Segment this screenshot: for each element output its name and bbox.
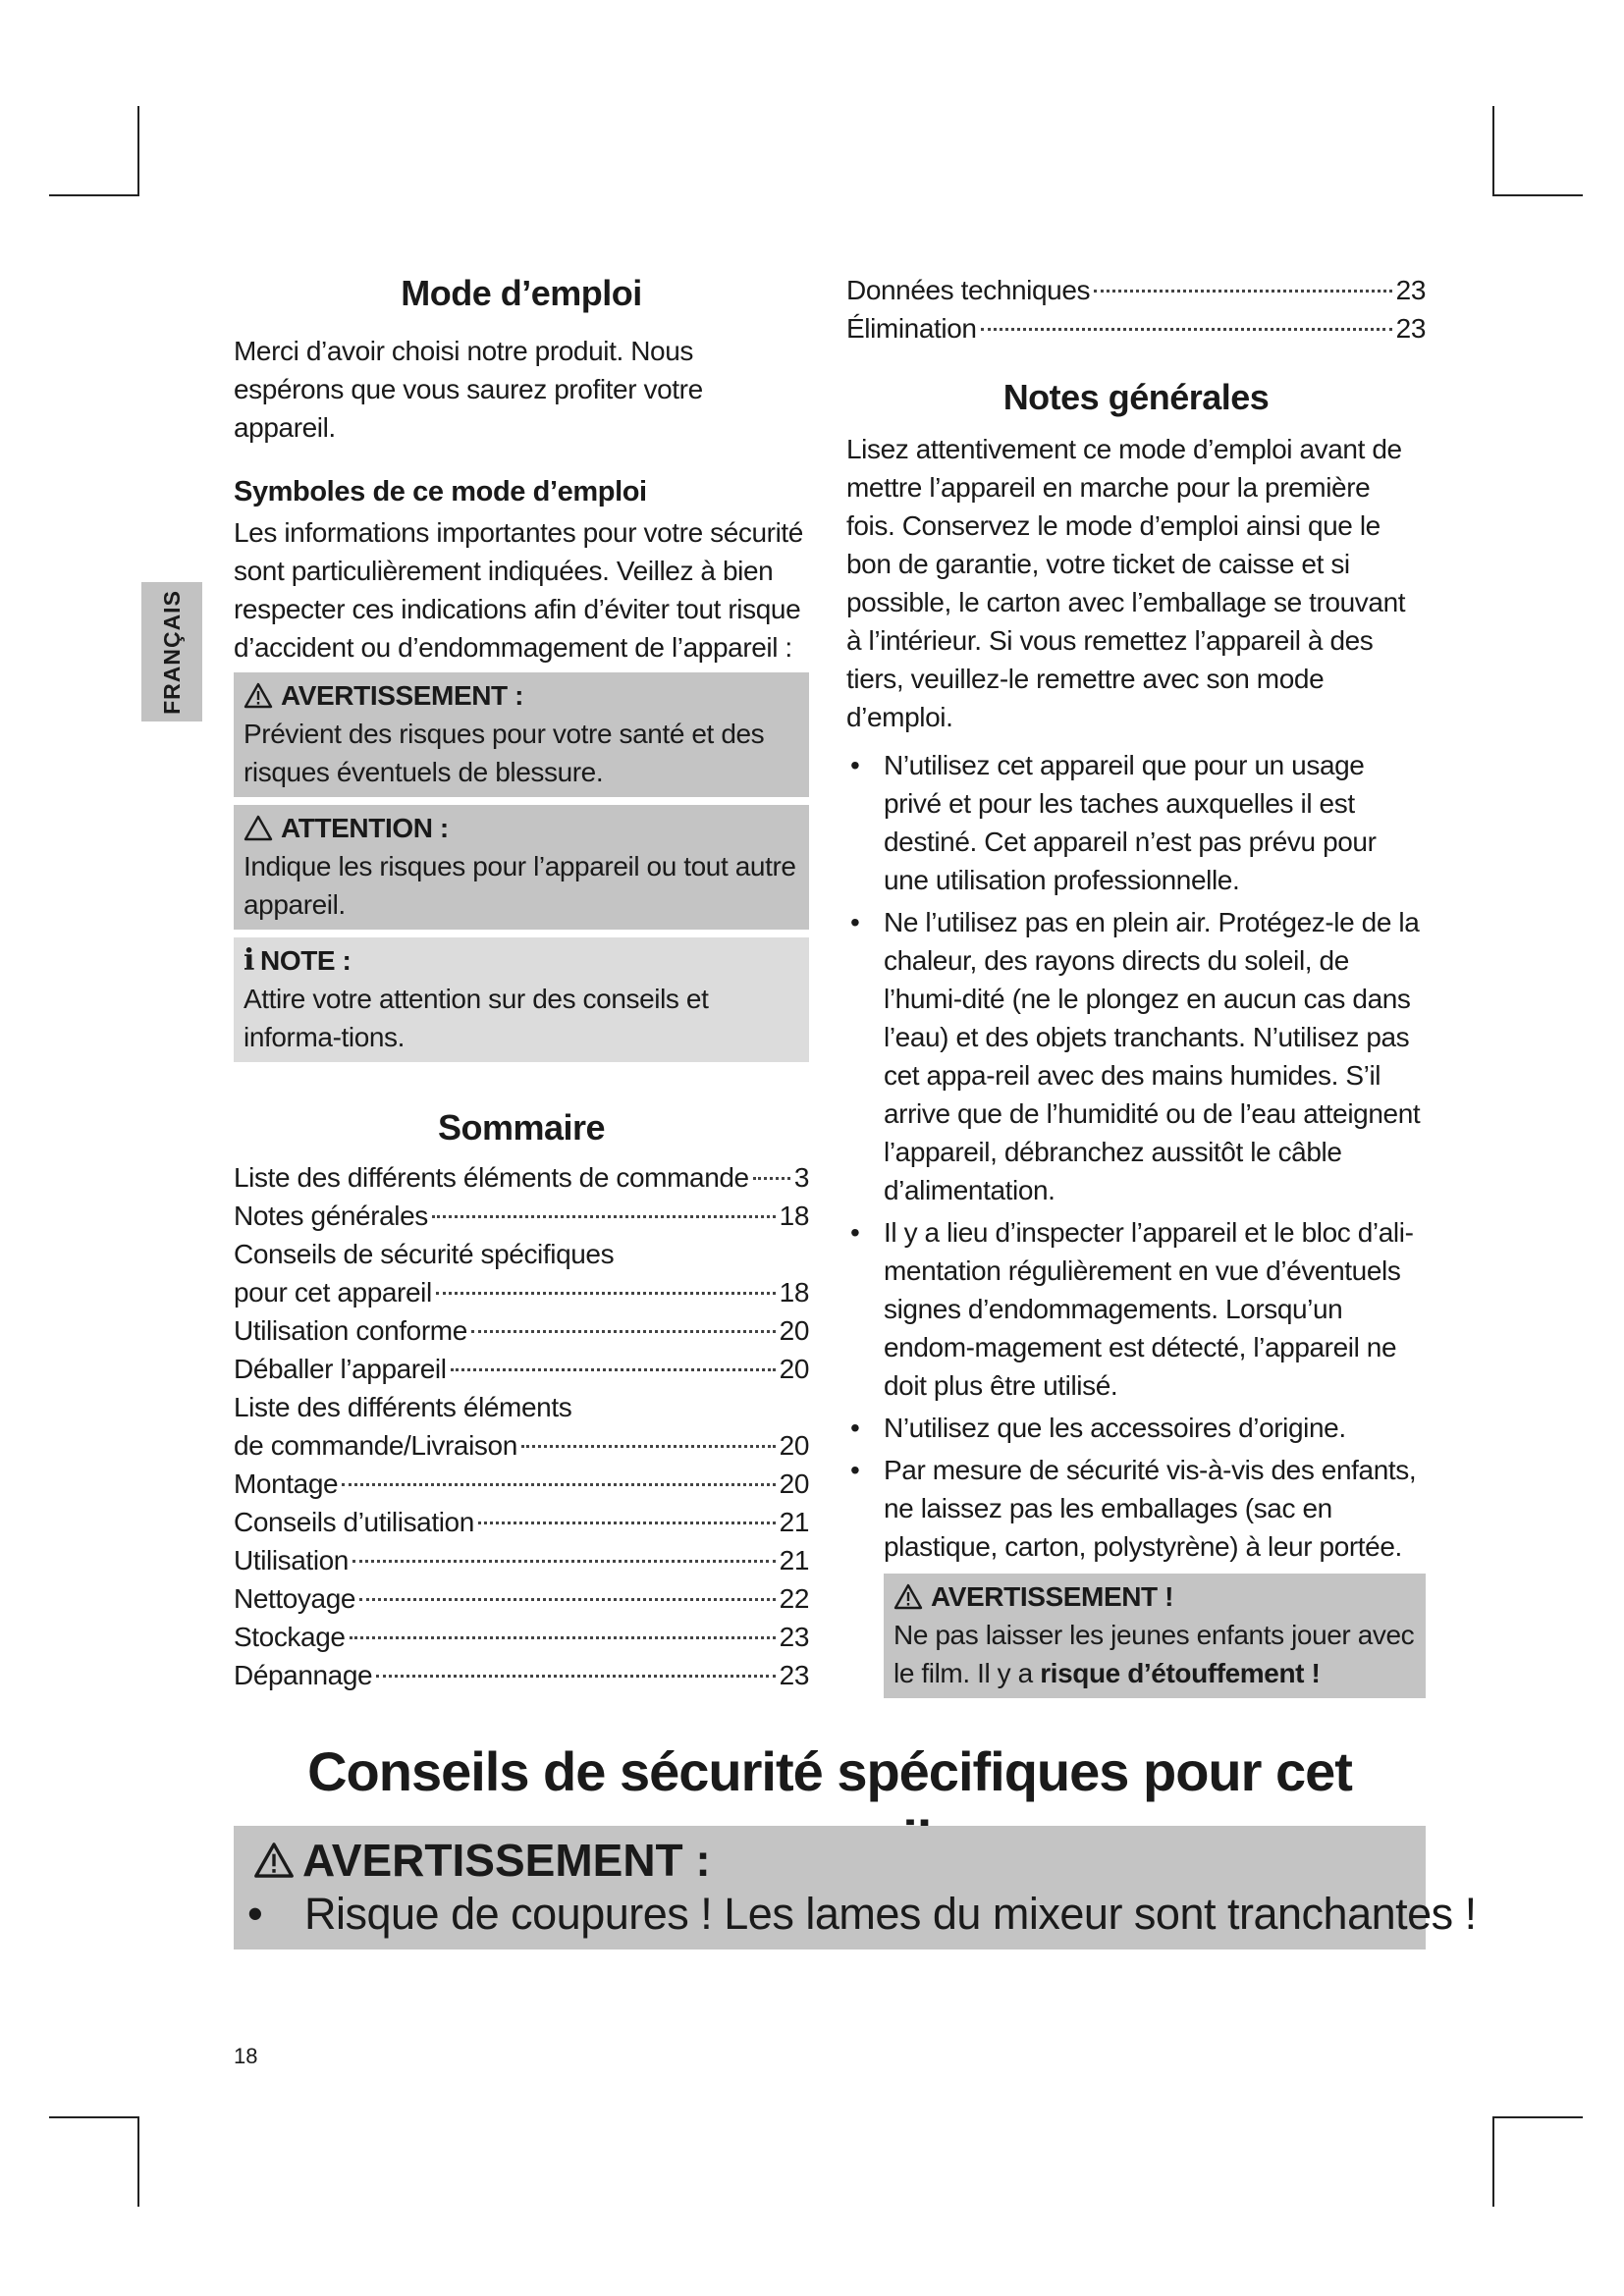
list-item: • Il y a lieu d’inspecter l’appareil et le bloc d’ali-mentation régulièrement en vue d’éventuels signes d’endommagements. Lorsqu’un endom-magement est détecté, l’appareil ne doit plus être utilisé. <box>846 1213 1426 1405</box>
page-number: 18 <box>234 2044 258 2068</box>
page-title: Mode d’emploi <box>401 273 642 313</box>
toc-entry: Stockage 23 <box>234 1622 809 1652</box>
toc-entry: Liste des différents éléments de commande 3 <box>234 1162 809 1193</box>
note-box <box>234 937 809 1062</box>
note-label <box>244 941 799 980</box>
child-warning-text: Ne pas laisser les jeunes enfants jouer avec le film. Il y a risque d’étouffement ! <box>893 1620 1415 1688</box>
toc-entry: Liste des différents éléments de commande/Livraison 20 <box>234 1392 809 1461</box>
right-column <box>846 271 1426 1698</box>
attention-box <box>234 805 809 930</box>
symbols-text: Les informations importantes pour votre sécurité sont particulièrement indiquées. Veillez à bien respecter ces indications afin d’éviter tout risque d’accident ou d’endommagement de l’appareil : <box>234 517 803 663</box>
notes-title: Notes générales <box>1002 377 1270 417</box>
attention-text: Indique les risques pour l’appareil ou tout autre appareil. <box>244 851 796 920</box>
left-column <box>234 271 809 1694</box>
warning-label <box>244 676 799 715</box>
attention-label <box>244 809 799 847</box>
notes-list <box>846 746 1426 1566</box>
symbols-heading: Symboles de ce mode d’emploi <box>234 476 647 507</box>
toc-entry: Utilisation 21 <box>234 1545 809 1575</box>
section-warning-box <box>234 1826 1477 1949</box>
notes-intro: Lisez attentivement ce mode d’emploi avant de mettre l’appareil en marche pour la première fois. Conservez le mode d’emploi ainsi que le bon de garantie, votre ticket de caisse et si possible, le carton avec l’emballage se trouvant à l’intérieur. Si vous remettez l’appareil à des tiers, veuillez-le remettre avec son mode d’emploi. <box>846 434 1406 732</box>
toc-entry: Montage 20 <box>234 1468 809 1499</box>
toc-entry: Dépannage 23 <box>234 1660 809 1690</box>
warning-text: Prévient des risques pour votre santé et des risques éventuels de blessure. <box>244 719 765 787</box>
warning-triangle-icon <box>253 1842 295 1879</box>
section-warning-bullet: • Risque de coupures ! Les lames du mixeur sont tranchantes ! <box>247 1889 1477 1939</box>
child-warning-label-text: AVERTISSEMENT ! <box>931 1581 1174 1612</box>
warning-triangle-icon <box>244 682 273 709</box>
choking-risk-text: risque d’étouffement ! <box>1040 1658 1321 1688</box>
toc-entry: Nettoyage 22 <box>234 1583 809 1614</box>
toc-entry: Conseils d’utilisation 21 <box>234 1507 809 1537</box>
toc-entry: Conseils de sécurité spécifiques pour cet appareil 18 <box>234 1239 809 1308</box>
list-item: • Ne l’utilisez pas en plein air. Protégez-le de la chaleur, des rayons directs du soleil, de l’humi-dité (ne le plongez en aucun cas dans l’eau) et des objets tranchants. N’utilisez pas cet appa-reil avec des mains humides. S’il arrive que de l’humidité ou de l’eau atteignent l’appareil, débranchez aussitôt le câble d’alimentation. <box>846 903 1426 1209</box>
language-tab-label: FRANÇAIS <box>158 589 185 715</box>
language-tab <box>141 582 202 721</box>
crop-mark <box>1492 106 1494 196</box>
section-warning-text: Risque de coupures ! Les lames du mixeur sont tranchantes ! <box>304 1889 1477 1939</box>
crop-mark <box>137 2116 139 2207</box>
child-warning-label <box>893 1577 1416 1616</box>
attention-label-text: ATTENTION : <box>281 813 449 843</box>
warning-triangle-icon <box>244 815 273 841</box>
warning-box <box>234 672 809 797</box>
child-warning-box <box>884 1574 1426 1698</box>
section-warning-label-text: AVERTISSEMENT : <box>302 1835 711 1886</box>
info-icon: i <box>244 943 254 978</box>
section-warning-label <box>253 1834 711 1887</box>
warning-label-text: AVERTISSEMENT : <box>281 680 524 711</box>
table-of-contents-continued <box>846 271 1426 347</box>
crop-mark <box>49 194 139 196</box>
table-of-contents <box>234 1158 809 1694</box>
list-item: • N’utilisez que les accessoires d’origine. <box>846 1409 1426 1447</box>
toc-entry: Utilisation conforme 20 <box>234 1315 809 1346</box>
intro-text: Merci d’avoir choisi notre produit. Nous espérons que vous saurez profiter votre appareil. <box>234 336 703 443</box>
warning-triangle-icon <box>893 1583 923 1610</box>
toc-entry: Notes générales 18 <box>234 1201 809 1231</box>
toc-entry: Élimination 23 <box>846 313 1426 344</box>
list-item: • N’utilisez cet appareil que pour un usage privé et pour les taches auxquelles il est destiné. Cet appareil n’est pas prévu pour une utilisation professionnelle. <box>846 746 1426 899</box>
crop-mark <box>1492 2116 1583 2118</box>
section-title: Conseils de sécurité spécifiques pour cet <box>307 1740 1352 1802</box>
toc-entry: Déballer l’appareil 20 <box>234 1354 809 1384</box>
crop-mark <box>137 106 139 196</box>
toc-entry: Données techniques 23 <box>846 275 1426 305</box>
crop-mark <box>1492 194 1583 196</box>
note-text: Attire votre attention sur des conseils et informa-tions. <box>244 984 709 1052</box>
list-item: • Par mesure de sécurité vis-à-vis des enfants, ne laissez pas les emballages (sac en plastique, carton, polystyrène) à leur portée. <box>846 1451 1426 1566</box>
crop-mark <box>49 2116 139 2118</box>
toc-title: Sommaire <box>437 1107 606 1148</box>
note-label-text: NOTE : <box>260 945 352 976</box>
crop-mark <box>1492 2116 1494 2207</box>
